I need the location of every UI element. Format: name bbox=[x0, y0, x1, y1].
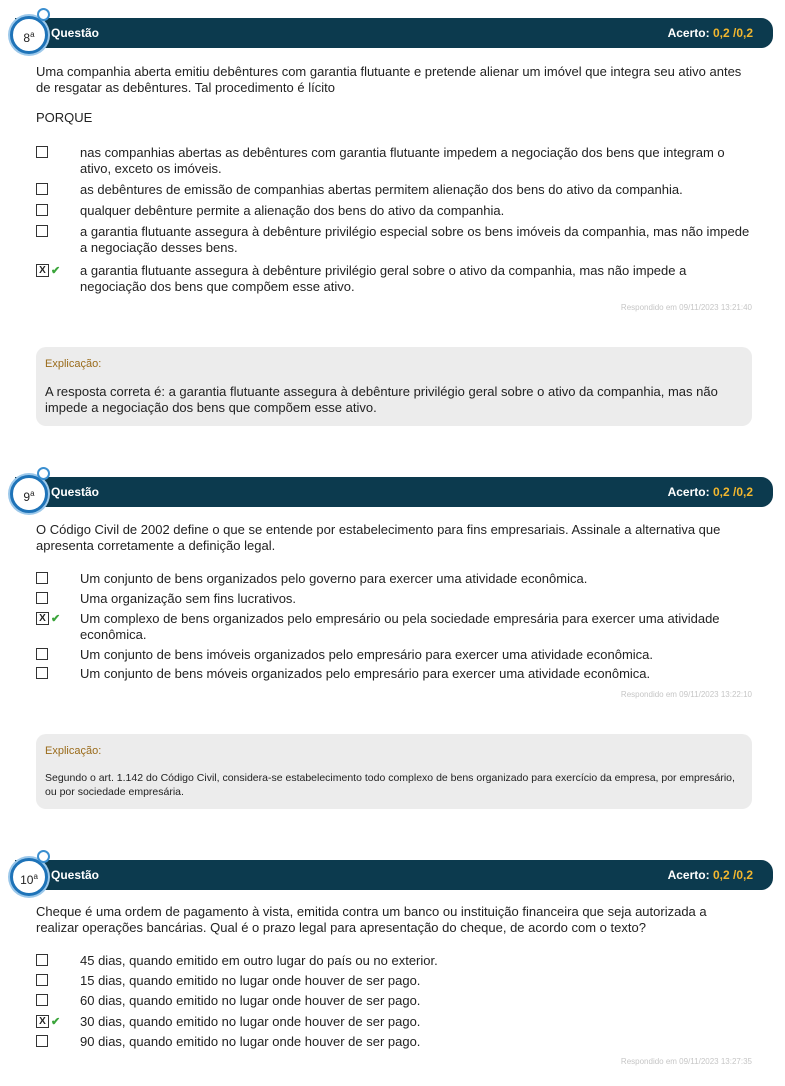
option-text: 30 dias, quando emitido no lugar onde houver de ser pago. bbox=[80, 1014, 421, 1029]
checkbox[interactable] bbox=[36, 572, 48, 584]
option-text: nas companhias abertas as debêntures com garantia flutuante impedem a negociação dos bens que integram o ativo, exceto os imóveis. bbox=[80, 145, 725, 176]
explanation-box bbox=[36, 734, 752, 809]
option-text: a garantia flutuante assegura à debênture privilégio especial sobre os bens imóveis da companhia, mas não impede a negociação desses bens. bbox=[80, 224, 750, 255]
checked-checkbox[interactable]: X bbox=[36, 264, 49, 277]
explanation-text: Segundo o art. 1.142 do Código Civil, considera-se estabelecimento todo complexo de bens organizado para exercício da empresa, por empresário, ou por sociedade empresária. bbox=[45, 772, 735, 798]
score: Acerto: 0,2 /0,2 bbox=[667, 868, 753, 882]
checked-checkbox[interactable]: X bbox=[36, 612, 49, 625]
explanation-title: Explicação: bbox=[45, 358, 102, 370]
option-text: Um conjunto de bens móveis organizados pelo empresário para exercer uma atividade econômica. bbox=[80, 666, 651, 681]
checkbox[interactable] bbox=[36, 183, 48, 195]
question-label: Questão bbox=[51, 868, 100, 882]
checkbox[interactable] bbox=[36, 225, 48, 237]
option-text: a garantia flutuante assegura à debênture privilégio geral sobre o ativo da companhia, mas não impede a negociação dos bens que compõem esse ativo. bbox=[80, 263, 687, 294]
question-statement: O Código Civil de 2002 define o que se entende por estabelecimento para fins empresariais. Assinale a alternativa que apresenta corretamente a definição legal. bbox=[36, 522, 721, 553]
question-header bbox=[15, 860, 773, 890]
answered-timestamp: Respondido em 09/11/2023 13:27:35 bbox=[620, 1057, 752, 1066]
bubble-icon bbox=[37, 467, 50, 480]
checkbox[interactable] bbox=[36, 994, 48, 1006]
option-text: qualquer debênture permite a alienação dos bens do ativo da companhia. bbox=[80, 203, 505, 218]
checkbox[interactable] bbox=[36, 974, 48, 986]
option-text: Um complexo de bens organizados pelo empresário ou pela sociedade empresária para exercer uma atividade econômica. bbox=[80, 611, 720, 642]
explanation-title: Explicação: bbox=[45, 745, 102, 757]
option-text: as debêntures de emissão de companhias abertas permitem alienação dos bens do ativo da companhia. bbox=[80, 182, 683, 197]
question-statement: Uma companhia aberta emitiu debêntures com garantia flutuante e pretende alienar um imóvel que integra seu ativo antes de resgatar as debêntures. Tal procedimento é lícito bbox=[36, 64, 742, 95]
score: Acerto: 0,2 /0,2 bbox=[667, 26, 753, 40]
check-icon: ✔ bbox=[51, 265, 61, 277]
bubble-icon bbox=[37, 850, 50, 863]
checkbox[interactable] bbox=[36, 204, 48, 216]
explanation-box bbox=[36, 347, 752, 426]
option-text: 60 dias, quando emitido no lugar onde houver de ser pago. bbox=[80, 993, 421, 1008]
option-text: 90 dias, quando emitido no lugar onde houver de ser pago. bbox=[80, 1034, 421, 1049]
checked-checkbox[interactable]: X bbox=[36, 1015, 49, 1028]
checkbox[interactable] bbox=[36, 667, 48, 679]
question-number-badge: 10$^a$ bbox=[10, 858, 48, 896]
option-text: Um conjunto de bens organizados pelo governo para exercer uma atividade econômica. bbox=[80, 571, 588, 586]
explanation-text: A resposta correta é: a garantia flutuante assegura à debênture privilégio geral sobre o ativo da companhia, mas não impede a negociação dos bens que compõem esse ativo. bbox=[45, 384, 718, 415]
answered-timestamp: Respondido em 09/11/2023 13:22:10 bbox=[620, 690, 752, 699]
bubble-icon bbox=[37, 8, 50, 21]
option-text: 45 dias, quando emitido em outro lugar do país ou no exterior. bbox=[80, 953, 438, 968]
check-icon: ✔ bbox=[51, 1016, 61, 1028]
question-number-badge: 8$^a$ bbox=[10, 16, 48, 54]
answered-timestamp: Respondido em 09/11/2023 13:21:40 bbox=[620, 303, 752, 312]
question-label: Questão bbox=[51, 485, 100, 499]
option-text: 15 dias, quando emitido no lugar onde houver de ser pago. bbox=[80, 973, 421, 988]
checkbox[interactable] bbox=[36, 1035, 48, 1047]
check-icon: ✔ bbox=[51, 613, 61, 625]
checkbox[interactable] bbox=[36, 146, 48, 158]
question-statement: Cheque é uma ordem de pagamento à vista, emitida contra um banco ou instituição financeira que seja autorizada a realizar operações bancárias. Qual é o prazo legal para apresentação do cheque, de acordo com o texto? bbox=[36, 904, 707, 935]
question-number-badge: 9$^a$ bbox=[10, 475, 48, 513]
option-text: Um conjunto de bens imóveis organizados pelo empresário para exercer uma atividade econômica. bbox=[80, 647, 654, 662]
checkbox[interactable] bbox=[36, 648, 48, 660]
question-header bbox=[15, 477, 773, 507]
checkbox[interactable] bbox=[36, 592, 48, 604]
option-text: Uma organização sem fins lucrativos. bbox=[80, 591, 297, 606]
checkbox[interactable] bbox=[36, 954, 48, 966]
question-label: Questão bbox=[51, 26, 100, 40]
question-header bbox=[15, 18, 773, 48]
score: Acerto: 0,2 /0,2 bbox=[667, 485, 753, 499]
porque-label: PORQUE bbox=[36, 110, 93, 125]
